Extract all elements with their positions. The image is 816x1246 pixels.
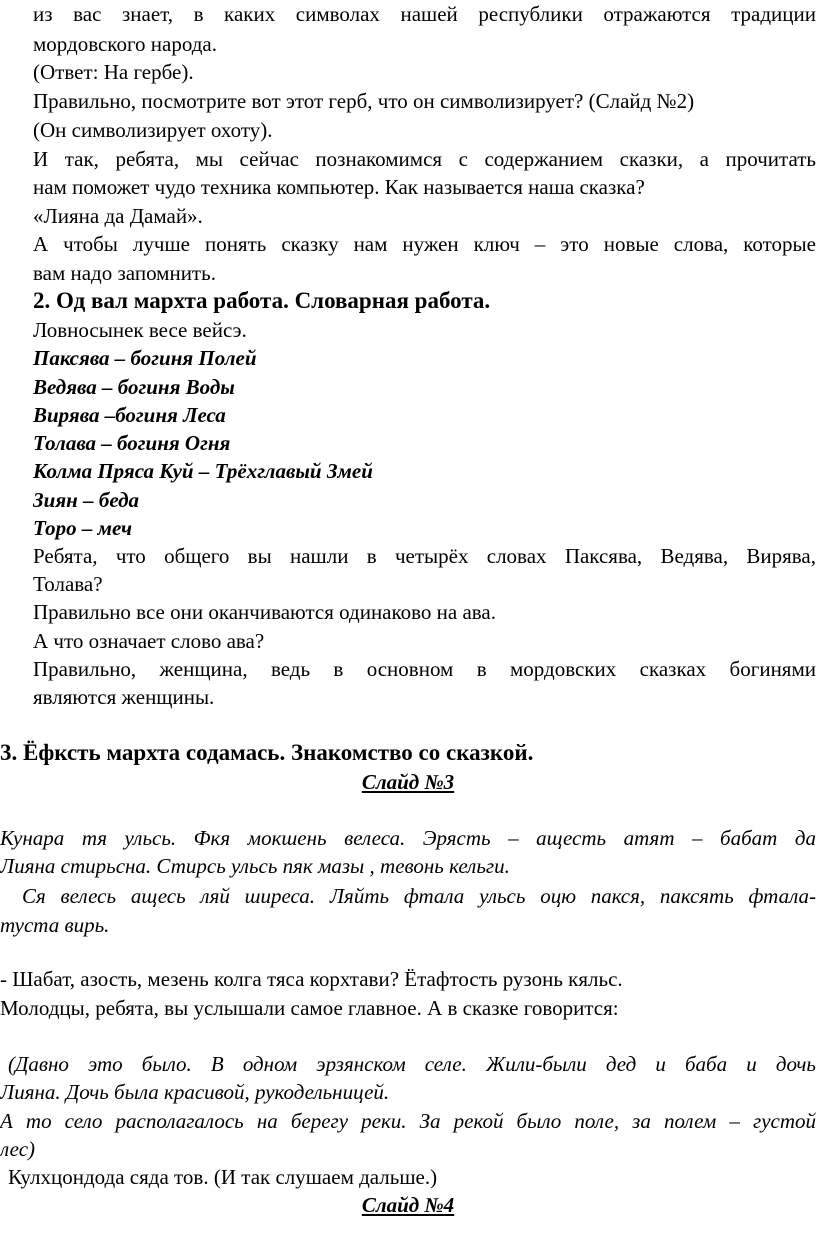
slide-label: Слайд №3 [361,770,455,794]
translation-line: Лияна. Дочь была красивой, рукодельницей. [0,1080,390,1104]
vocab-item: Толава – богиня Огня [33,431,231,455]
tale-line: Кунара тя ульсь. Фкя мокшень велеса. Эрясть – ащесть атят – бабат да [0,826,816,850]
section-heading: 2. Од вал мархта работа. Словарная работа. [33,288,491,313]
paragraph-line: А что означает слово ава? [33,629,265,653]
paragraph-line: Правильно, женщина, ведь в основном в мордовских сказках богинями [33,657,816,681]
tale-line: Ся велесь ащесь ляй ширеса. Ляйть фтала ульсь оцю пакся, паксять фтала- [22,884,816,908]
vocab-item: Зиян – беда [33,488,140,512]
question-line: - Шабат, азость, мезень колга тяса корхтави? Ётафтость рузонь кяльс. [0,967,623,991]
paragraph-line: И так, ребята, мы сейчас познакомимся с содержанием сказки, а прочитать [33,147,816,171]
tale-line: туста вирь. [0,913,110,937]
vocab-item: Колма Пряса Куй – Трёхглавый Змей [33,459,373,483]
paragraph-line: Кулхцондода сяда тов. (И так слушаем дальше.) [8,1165,438,1189]
paragraph-line: вам надо запомнить. [33,261,216,285]
section-heading: 3. Ёфксть мархта содамась. Знакомство со сказкой. [0,740,534,765]
paragraph-line: из вас знает, в каких символах нашей республики отражаются традиции [33,2,816,26]
paragraph-line: нам поможет чудо техника компьютер. Как называется наша сказка? [33,175,645,199]
paragraph-line: Ловносынек весе вейсэ. [33,318,247,342]
paragraph-line: Молодцы, ребята, вы услышали самое главное. А в сказке говорится: [0,996,619,1020]
slide-label: Слайд №4 [361,1193,455,1217]
paragraph-line: А чтобы лучше понять сказку нам нужен ключ – это новые слова, которые [33,232,816,256]
translation-line: (Давно это было. В одном эрзянском селе. Жили-были дед и баба и дочь [8,1052,816,1076]
paragraph-line: мордовского народа. [33,32,217,56]
paragraph-line: «Лияна да Дамай». [33,204,203,228]
paragraph-line: Правильно, посмотрите вот этот герб, что он символизирует? (Слайд №2) [33,89,695,113]
paragraph-line: (Ответ: На гербе). [33,60,194,84]
paragraph-line: (Он символизирует охоту). [33,118,273,142]
vocab-item: Вирява –богиня Леса [33,403,226,427]
translation-line: А то село располагалось на берегу реки. За рекой было поле, за полем – густой [0,1109,816,1133]
vocab-item: Ведява – богиня Воды [33,375,235,399]
vocab-item: Паксява – богиня Полей [33,346,257,370]
paragraph-line: Толава? [33,572,103,596]
vocab-item: Торо – меч [33,516,133,540]
paragraph-line: Ребята, что общего вы нашли в четырёх словах Паксява, Ведява, Вирява, [33,544,816,568]
tale-line: Лияна стирьсна. Стирсь ульсь пяк мазы , тевонь кельги. [0,854,510,878]
paragraph-line: являются женщины. [33,685,215,709]
translation-line: лес) [0,1137,36,1161]
paragraph-line: Правильно все они оканчиваются одинаково на ава. [33,600,497,624]
